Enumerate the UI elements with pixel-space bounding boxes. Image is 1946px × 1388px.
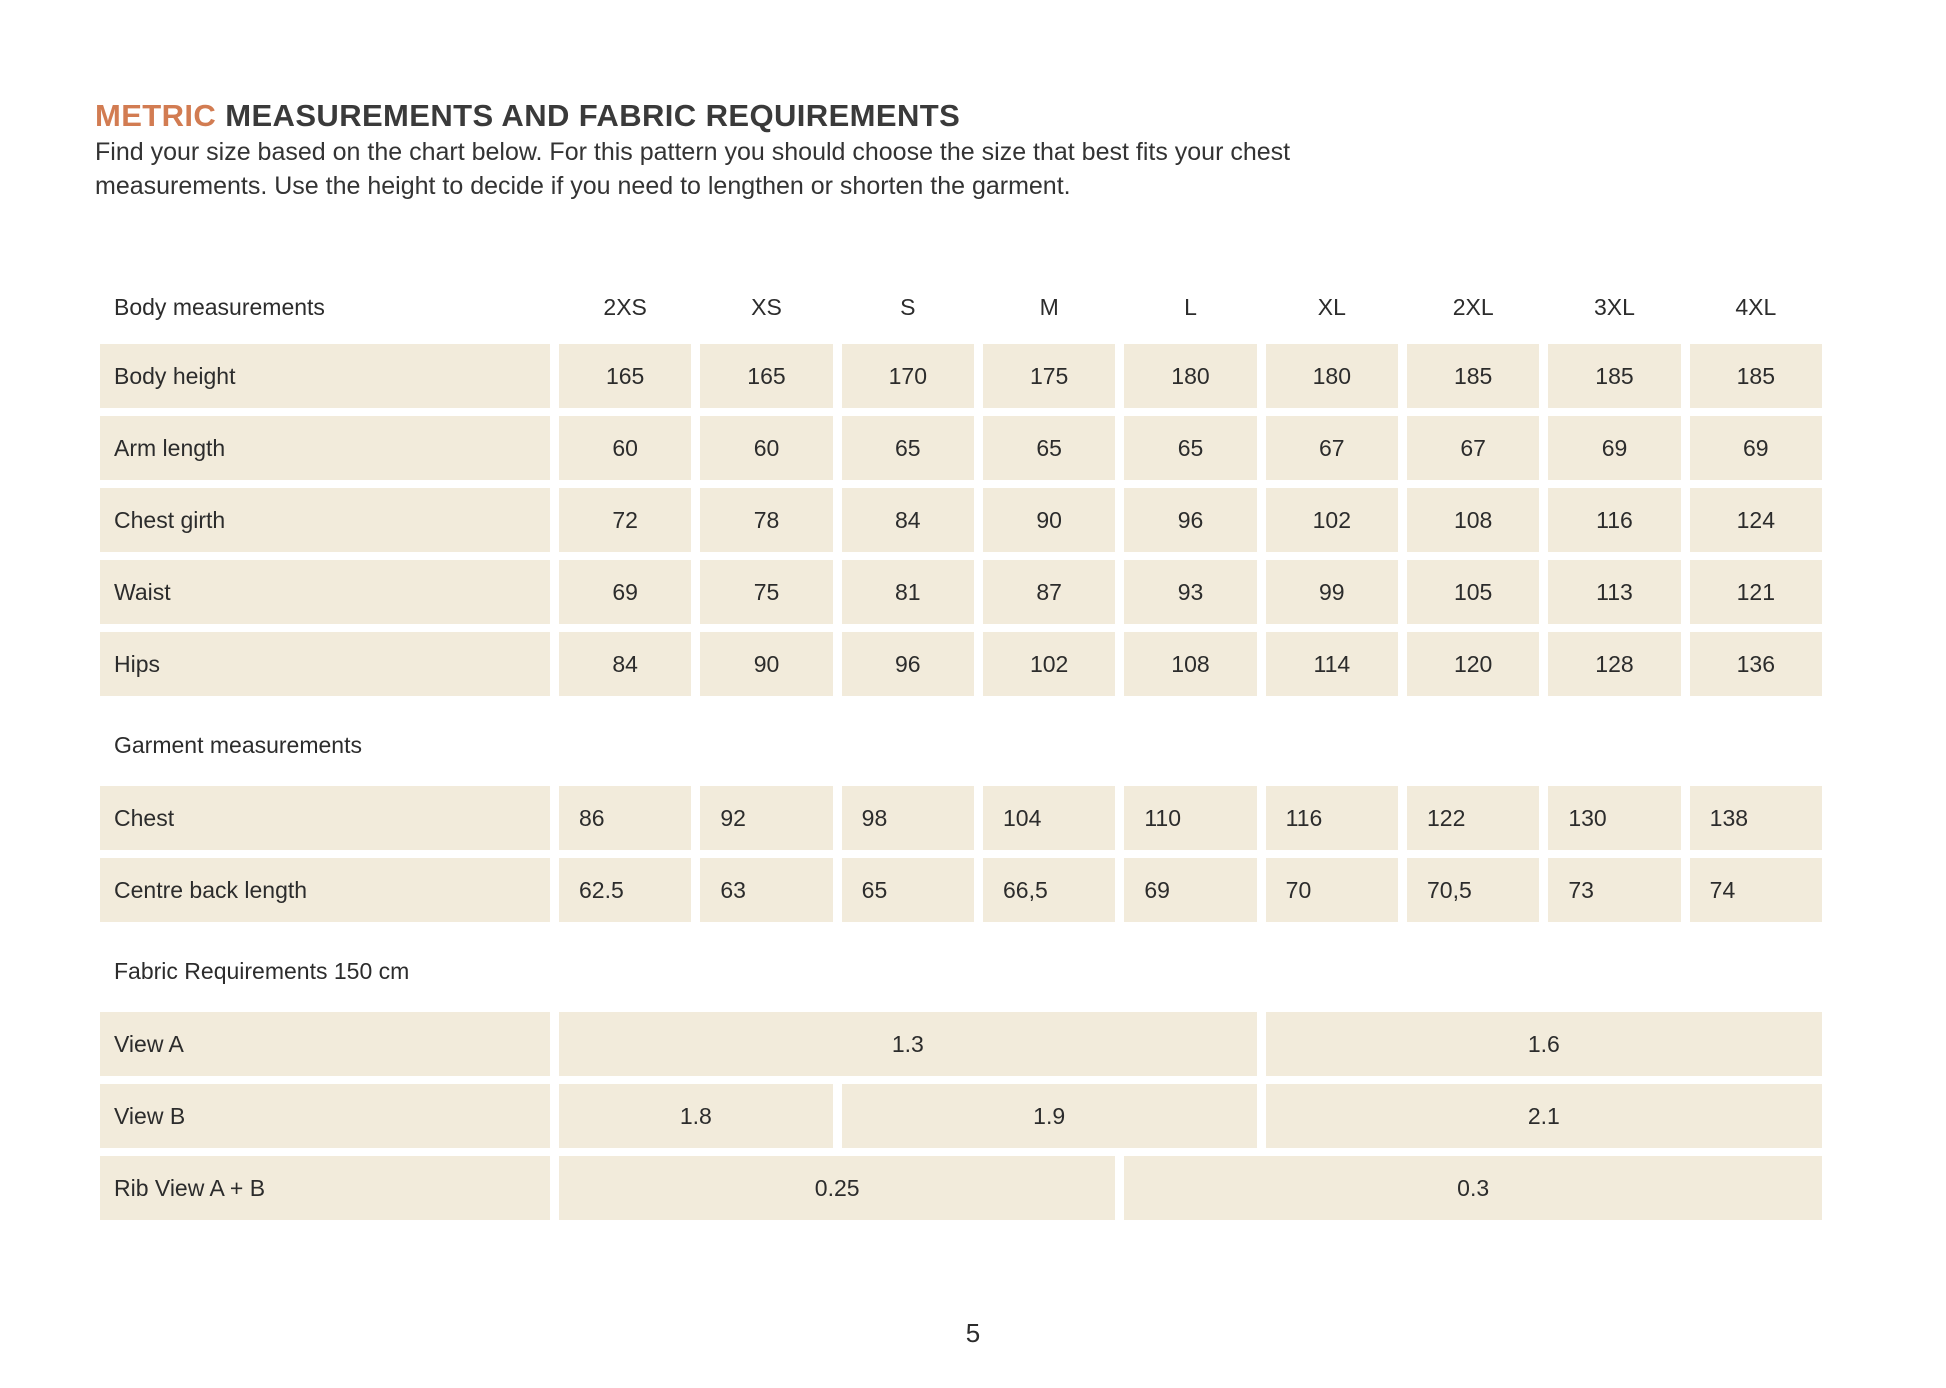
size-column-header: 4XL xyxy=(1735,293,1777,320)
page-number: 5 xyxy=(965,1318,981,1348)
measurement-cell: 110 xyxy=(1124,786,1256,850)
measurement-cell: 99 xyxy=(1266,560,1398,624)
measurement-cell: 122 xyxy=(1407,786,1539,850)
measurement-cell: 113 xyxy=(1548,560,1680,624)
garment-measurements-heading: Garment measurements xyxy=(114,731,362,758)
size-table xyxy=(100,284,1822,1228)
measurement-cell: 69 xyxy=(1548,416,1680,480)
measurement-cell: 86 xyxy=(559,786,691,850)
body-measurement-row xyxy=(100,632,1822,696)
measurement-cell: 180 xyxy=(1124,344,1256,408)
measurement-cell: 185 xyxy=(1407,344,1539,408)
measurement-cell: 121 xyxy=(1690,560,1822,624)
row-label: View A xyxy=(100,1012,550,1076)
measurement-cell: 93 xyxy=(1124,560,1256,624)
body-measurement-row xyxy=(100,488,1822,552)
fabric-amount-cell: 2.1 xyxy=(1266,1084,1822,1148)
measurement-cell: 130 xyxy=(1548,786,1680,850)
measurement-cell: 96 xyxy=(842,632,974,696)
measurement-cell: 72 xyxy=(559,488,691,552)
measurement-cell: 128 xyxy=(1548,632,1680,696)
measurement-cell: 165 xyxy=(700,344,832,408)
measurement-cell: 175 xyxy=(983,344,1115,408)
measurement-cell: 136 xyxy=(1690,632,1822,696)
measurement-cell: 87 xyxy=(983,560,1115,624)
size-column-header: L xyxy=(1184,293,1197,320)
page-title-accent: METRIC xyxy=(95,98,217,133)
page-title-rest: MEASUREMENTS AND FABRIC REQUIREMENTS xyxy=(216,98,961,133)
measurement-cell: 96 xyxy=(1124,488,1256,552)
measurement-cell: 70,5 xyxy=(1407,858,1539,922)
measurement-cell: 63 xyxy=(700,858,832,922)
body-measurements-heading: Body measurements xyxy=(114,293,325,320)
size-column-header: S xyxy=(900,293,916,320)
body-measurement-row xyxy=(100,344,1822,408)
fabric-amount-cell: 0.25 xyxy=(559,1156,1115,1220)
fabric-requirement-row xyxy=(100,1084,1822,1148)
measurement-cell: 165 xyxy=(559,344,691,408)
measurement-cell: 65 xyxy=(842,416,974,480)
row-label: Rib View A + B xyxy=(100,1156,550,1220)
body-measurement-row xyxy=(100,416,1822,480)
garment-measurement-row xyxy=(100,786,1822,850)
measurement-cell: 185 xyxy=(1548,344,1680,408)
measurement-cell: 62.5 xyxy=(559,858,691,922)
measurement-cell: 104 xyxy=(983,786,1115,850)
measurement-cell: 60 xyxy=(700,416,832,480)
measurement-cell: 108 xyxy=(1124,632,1256,696)
measurement-cell: 60 xyxy=(559,416,691,480)
fabric-amount-cell: 1.9 xyxy=(842,1084,1257,1148)
measurement-cell: 66,5 xyxy=(983,858,1115,922)
measurement-cell: 105 xyxy=(1407,560,1539,624)
row-label: Hips xyxy=(100,632,550,696)
measurement-cell: 67 xyxy=(1266,416,1398,480)
measurement-cell: 114 xyxy=(1266,632,1398,696)
measurement-cell: 75 xyxy=(700,560,832,624)
row-label: View B xyxy=(100,1084,550,1148)
size-column-header: 2XL xyxy=(1452,293,1494,320)
size-column-header: M xyxy=(1039,293,1059,320)
row-label: Arm length xyxy=(100,416,550,480)
measurement-cell: 120 xyxy=(1407,632,1539,696)
measurement-cell: 65 xyxy=(1124,416,1256,480)
size-column-header: XS xyxy=(751,293,782,320)
measurement-cell: 67 xyxy=(1407,416,1539,480)
fabric-requirement-row xyxy=(100,1156,1822,1220)
measurement-cell: 69 xyxy=(559,560,691,624)
size-column-header: 2XS xyxy=(603,293,647,320)
row-label: Chest girth xyxy=(100,488,550,552)
page-title xyxy=(95,98,960,134)
fabric-requirements-heading: Fabric Requirements 150 cm xyxy=(114,957,410,984)
measurement-cell: 65 xyxy=(983,416,1115,480)
measurement-cell: 185 xyxy=(1690,344,1822,408)
measurement-cell: 180 xyxy=(1266,344,1398,408)
size-column-header: XL xyxy=(1317,293,1346,320)
measurement-cell: 116 xyxy=(1548,488,1680,552)
measurement-cell: 170 xyxy=(842,344,974,408)
measurement-cell: 116 xyxy=(1266,786,1398,850)
size-column-header: 3XL xyxy=(1594,293,1635,320)
measurement-cell: 102 xyxy=(1266,488,1398,552)
measurement-cell: 65 xyxy=(842,858,974,922)
measurement-cell: 124 xyxy=(1690,488,1822,552)
measurement-cell: 98 xyxy=(842,786,974,850)
measurement-cell: 81 xyxy=(842,560,974,624)
intro-text: Find your size based on the chart below. For this pattern you should choose the size that best fits your chest measurements. Use the height to decide if you need to lengthen or shorten the garment. xyxy=(95,138,1291,200)
measurement-cell: 84 xyxy=(559,632,691,696)
fabric-amount-cell: 1.8 xyxy=(559,1084,833,1148)
measurement-cell: 73 xyxy=(1548,858,1680,922)
fabric-amount-cell: 1.3 xyxy=(559,1012,1257,1076)
measurement-cell: 84 xyxy=(842,488,974,552)
measurement-cell: 108 xyxy=(1407,488,1539,552)
measurement-cell: 92 xyxy=(700,786,832,850)
measurement-cell: 70 xyxy=(1266,858,1398,922)
row-label: Body height xyxy=(100,344,550,408)
garment-measurement-row xyxy=(100,858,1822,922)
fabric-requirement-row xyxy=(100,1012,1822,1076)
fabric-amount-cell: 0.3 xyxy=(1124,1156,1822,1220)
measurement-cell: 69 xyxy=(1690,416,1822,480)
fabric-amount-cell: 1.6 xyxy=(1266,1012,1822,1076)
row-label: Waist xyxy=(100,560,550,624)
measurement-cell: 78 xyxy=(700,488,832,552)
size-header-row xyxy=(100,284,1822,330)
measurement-cell: 90 xyxy=(700,632,832,696)
row-label: Centre back length xyxy=(100,858,550,922)
measurement-cell: 74 xyxy=(1690,858,1822,922)
body-measurement-row xyxy=(100,560,1822,624)
measurement-cell: 90 xyxy=(983,488,1115,552)
row-label: Chest xyxy=(100,786,550,850)
measurement-cell: 138 xyxy=(1690,786,1822,850)
measurement-cell: 102 xyxy=(983,632,1115,696)
measurement-cell: 69 xyxy=(1124,858,1256,922)
